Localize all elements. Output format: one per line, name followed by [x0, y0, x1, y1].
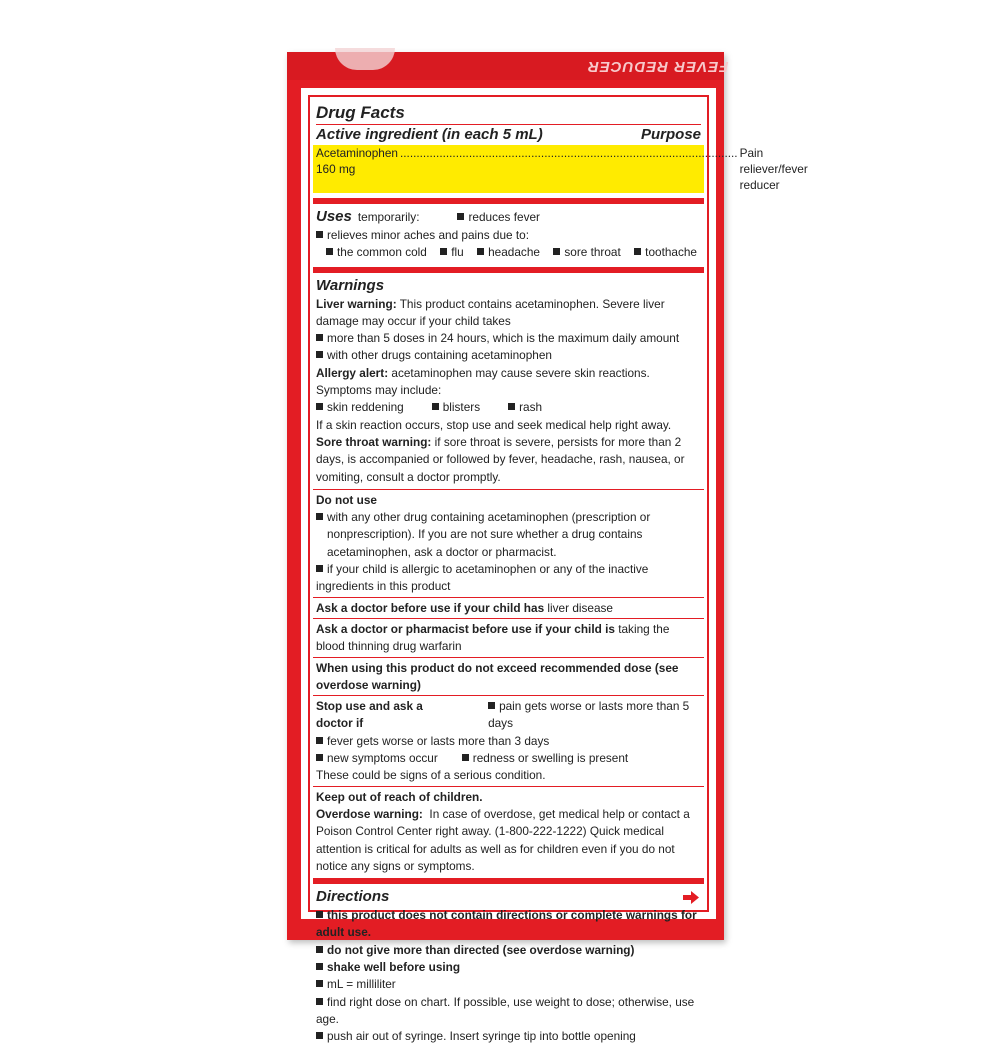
drug-facts-header: [313, 102, 808, 193]
allergy-after: If a skin reaction occurs, stop use and seek medical help right away.: [316, 417, 672, 432]
directions-title: Directions: [316, 888, 390, 906]
warnings-title: Warnings: [316, 276, 385, 294]
directions-item: this product does not contain directions or complete warnings for adult use.: [316, 908, 697, 940]
product-box: [287, 52, 808, 1044]
stop-use-item: new symptoms occur: [327, 751, 438, 766]
allergy-item: blisters: [442, 400, 481, 415]
bullet-icon: [477, 248, 484, 255]
uses-section: [313, 198, 704, 262]
bullet-icon: [316, 403, 323, 410]
ask-doctor-section: [313, 597, 704, 617]
bullet-icon: [316, 911, 323, 918]
box-top-edge: [287, 52, 729, 80]
ask-pharmacist-text: taking the blood thinning drug warfarin: [316, 621, 670, 654]
liver-item: with other drugs containing acetaminophen: [327, 348, 552, 363]
liver-warning-label: Liver warning:: [316, 296, 397, 311]
bullet-icon: [316, 513, 323, 520]
uses-item: headache: [488, 245, 540, 260]
directions-item: shake well before using: [327, 959, 461, 974]
drug-facts-title: Drug Facts: [316, 103, 405, 122]
allergy-item: skin reddening: [327, 400, 404, 415]
allergy-alert: [316, 365, 701, 400]
ask-doctor-label: Ask a doctor before use if your child has: [316, 600, 545, 615]
bullet-icon: [316, 1032, 323, 1039]
bullet-icon: [457, 213, 464, 220]
bullet-icon: [316, 565, 323, 572]
drug-facts-content: [313, 102, 808, 1045]
bullet-icon: [316, 351, 323, 358]
do-not-use-item: with any other drug containing acetaminophen (prescription or nonprescription). If you are not sure whether a drug contains acetaminophen, ask a doctor or pharmacist.: [327, 510, 651, 559]
throat-label: Sore throat warning:: [316, 434, 432, 449]
uses-temporarily: temporarily:: [357, 210, 420, 224]
active-ingredient-header-row: [316, 124, 701, 145]
directions-item: find right dose on chart. If possible, use weight to dose; otherwise, use age.: [316, 994, 695, 1026]
throat-text: if sore throat is severe, persists for more than 2 days, is accompanied or followed by fever, headache, rash, nausea, or vomiting, consult a doctor promptly.: [316, 434, 685, 484]
purpose-header: Purpose: [640, 126, 701, 143]
allergy-item: rash: [519, 400, 543, 415]
active-ingredient-row: [313, 145, 808, 193]
bullet-icon: [432, 403, 439, 410]
ask-doctor-text: liver disease: [547, 600, 613, 615]
stop-use-after: These could be signs of a serious condition.: [316, 768, 546, 783]
do-not-use-section: [313, 489, 704, 596]
bullet-icon: [440, 248, 447, 255]
box-top-text: FEVER REDUCER: [587, 58, 729, 75]
stop-use-title: Stop use and ask a doctor if: [316, 699, 423, 731]
stop-use-section: [313, 695, 704, 784]
directions-item: mL = milliliter: [327, 977, 396, 992]
bullet-icon: [462, 754, 469, 761]
uses-title: Uses: [316, 208, 352, 225]
liver-warning-text: This product contains acetaminophen. Severe liver damage may occur if your child takes: [316, 296, 665, 328]
drug-facts-panel: [301, 88, 808, 1044]
do-not-use-title: Do not use: [316, 492, 377, 507]
active-ingredient-header: Active ingredient (in each 5 mL): [316, 126, 543, 143]
do-not-use-item: if your child is allergic to acetaminophen or any of the inactive ingredients in this product: [316, 562, 649, 594]
stop-use-item: fever gets worse or lasts more than 3 days: [327, 733, 550, 748]
ask-pharmacist-section: [313, 618, 704, 656]
bullet-icon: [316, 946, 323, 953]
drug-facts-border: [308, 95, 808, 1044]
ingredient-purpose: Pain reliever/fever reducer: [739, 146, 808, 192]
keep-out-section: [313, 786, 704, 875]
keep-out-title: Keep out of reach of children.: [316, 789, 483, 804]
liver-warning: [316, 296, 701, 331]
bullet-icon: [553, 248, 560, 255]
sore-throat-warning: [316, 434, 701, 486]
bullet-icon: [316, 231, 323, 238]
warnings-section: [313, 267, 704, 486]
bullet-icon: [326, 248, 333, 255]
directions-item: do not give more than directed (see overdose warning): [327, 942, 635, 957]
when-using-section: When using this product do not exceed recommended dose (see overdose warning): [313, 657, 704, 695]
uses-relieves: relieves minor aches and pains due to:: [327, 228, 529, 242]
directions-item: push air out of syringe. Insert syringe tip into bottle opening: [327, 1029, 636, 1044]
overdose-label: Overdose warning:: [316, 806, 423, 821]
bullet-icon: [316, 998, 323, 1005]
stop-use-item: redness or swelling is present: [472, 751, 629, 766]
uses-item: the common cold: [337, 245, 427, 260]
seal-graphic: [335, 48, 395, 70]
uses-item: sore throat: [564, 245, 621, 260]
uses-reduces-fever: reduces fever: [468, 210, 540, 224]
bullet-icon: [634, 248, 641, 255]
stop-use-item: pain gets worse or lasts more than 5 days: [488, 699, 690, 731]
bullet-icon: [316, 737, 323, 744]
allergy-label: Allergy alert:: [316, 365, 389, 380]
bullet-icon: [488, 702, 495, 709]
bullet-icon: [508, 403, 515, 410]
bullet-icon: [316, 963, 323, 970]
ask-pharmacist-label: Ask a doctor or pharmacist before use if your child is: [316, 621, 615, 636]
allergy-text: acetaminophen may cause severe skin reactions. Symptoms may include:: [316, 365, 650, 398]
bullet-icon: [316, 334, 323, 341]
bullet-icon: [316, 754, 323, 761]
uses-item: toothache: [645, 245, 697, 260]
directions-section: [313, 878, 704, 1045]
liver-item: more than 5 doses in 24 hours, which is the maximum daily amount: [327, 331, 680, 346]
overdose-text: In case of overdose, get medical help or contact a Poison Control Center right away. (1-800-222-1222) Quick medical attention is critical for adults as well as for children even if you do not notice any signs or symptoms.: [316, 806, 690, 873]
leader-dots: .......................................................................................................: [399, 146, 738, 160]
uses-item: flu: [451, 245, 464, 260]
continue-arrow-icon: [683, 891, 699, 904]
ingredient-name: Acetaminophen 160 mg: [316, 146, 398, 176]
bullet-icon: [316, 980, 323, 987]
